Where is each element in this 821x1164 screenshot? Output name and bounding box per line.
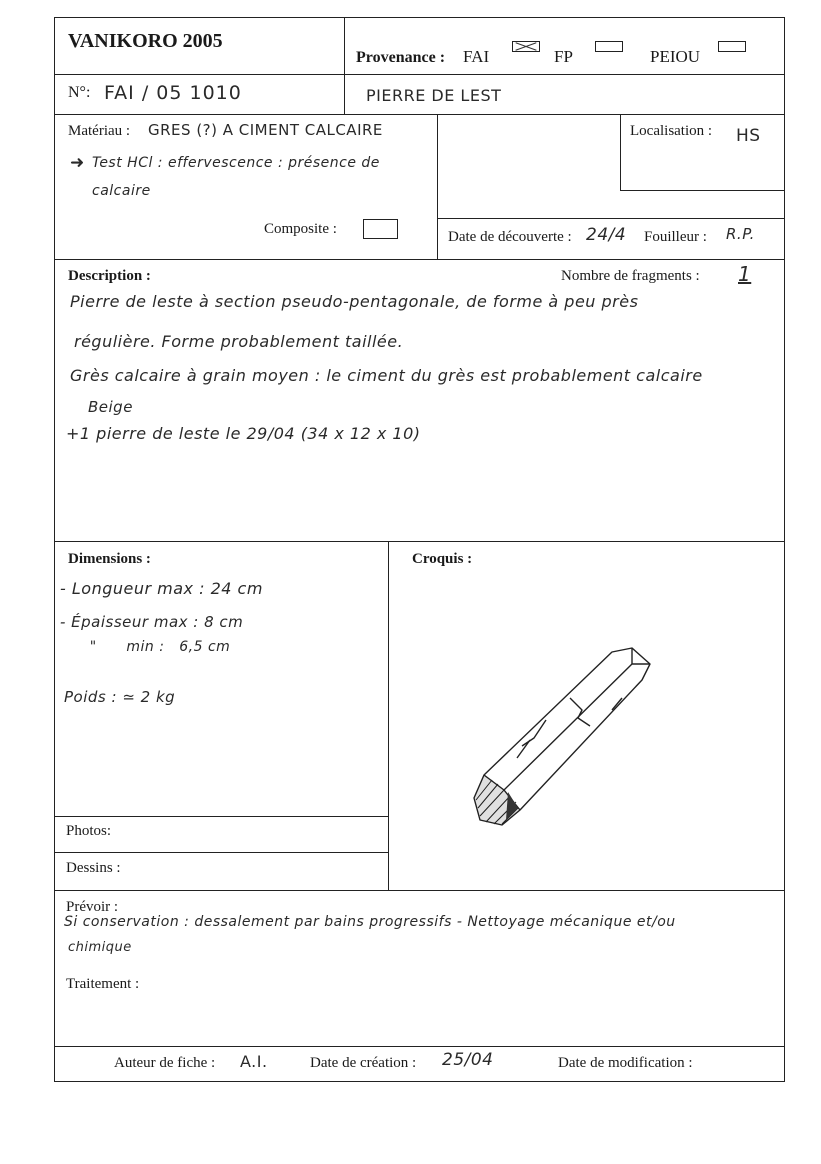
rule-below-material (54, 259, 785, 260)
material-note-line1: Test HCl : effervescence : présence de (92, 155, 380, 171)
created-label: Date de création : (310, 1055, 417, 1071)
arrow-icon: ➜ (70, 153, 85, 173)
author-value: A.I. (240, 1052, 268, 1071)
plan-line1: Si conservation : dessalement par bains progressifs - Nettoyage mécanique et/ou (64, 914, 676, 930)
description-line: Pierre de leste à section pseudo-pentagonale, de forme à peu près (70, 292, 639, 311)
provenance-option-fp: FP (554, 47, 573, 66)
provenance-option-peiou: PEIOU (650, 47, 701, 66)
divider-title (344, 17, 345, 115)
modified-label: Date de modification : (558, 1055, 693, 1071)
divider-material (437, 114, 438, 260)
discovery-date-value: 24/4 (586, 225, 627, 245)
rule-above-drawings (54, 852, 388, 853)
digger-value: R.P. (726, 225, 755, 243)
dimension-line: " min : 6,5 cm (60, 639, 231, 655)
provenance-peiou-checkbox[interactable] (718, 41, 746, 52)
stone-sketch (462, 640, 662, 830)
description-line: régulière. Forme probablement taillée. (74, 332, 404, 351)
author-label: Auteur de fiche : (114, 1055, 216, 1071)
divider-location-bottom (620, 190, 785, 191)
dimension-line: - Épaisseur max : 8 cm (60, 613, 244, 631)
photos-label: Photos: (66, 823, 112, 839)
location-value: HS (736, 126, 761, 146)
record-number-label: N°: (68, 84, 91, 101)
material-value: GRES (?) A CIMENT CALCAIRE (148, 121, 383, 139)
weight-value: Poids : ≃ 2 kg (64, 688, 176, 706)
sketch-label: Croquis : (412, 551, 473, 567)
provenance-label: Provenance : (356, 49, 446, 66)
dimensions-label: Dimensions : (68, 551, 151, 567)
treatment-label: Traitement : (66, 976, 140, 992)
record-number-value: FAI / 05 1010 (104, 82, 242, 104)
digger-label: Fouilleur : (644, 229, 707, 245)
plan-line2: chimique (68, 940, 132, 955)
created-value: 25/04 (442, 1050, 494, 1070)
composite-checkbox[interactable] (363, 219, 398, 239)
object-name: PIERRE DE LEST (366, 86, 502, 105)
provenance-fai-checkbox[interactable] (512, 41, 540, 52)
description-line: +1 pierre de leste le 29/04 (34 x 12 x 10) (66, 424, 421, 443)
rule-above-photos (54, 816, 388, 817)
rule-location-top (620, 114, 785, 115)
description-line: Beige (88, 398, 133, 416)
material-label: Matériau : (68, 123, 131, 139)
divider-dimensions (388, 541, 389, 891)
rule-above-footer (54, 1046, 785, 1047)
description-label: Description : (68, 268, 151, 284)
discovery-date-label: Date de découverte : (448, 229, 572, 245)
provenance-option-fai: FAI (463, 47, 490, 66)
dimension-line: - Longueur max : 24 cm (60, 579, 263, 598)
divider-location (620, 114, 621, 190)
rule-below-title (54, 74, 785, 75)
form-title: VANIKORO 2005 (68, 30, 223, 52)
fragments-label: Nombre de fragments : (561, 268, 700, 284)
plan-label: Prévoir : (66, 899, 119, 915)
material-note-line2: calcaire (92, 183, 151, 199)
rule-above-plan (54, 890, 785, 891)
rule-below-description (54, 541, 785, 542)
provenance-fp-checkbox[interactable] (595, 41, 623, 52)
rule-below-location (437, 218, 785, 219)
drawings-label: Dessins : (66, 860, 121, 876)
description-line: Grès calcaire à grain moyen : le ciment du grès est probablement calcaire (70, 366, 703, 385)
location-label: Localisation : (630, 123, 713, 139)
composite-label: Composite : (264, 221, 337, 237)
fragments-value: 1 (738, 262, 752, 286)
